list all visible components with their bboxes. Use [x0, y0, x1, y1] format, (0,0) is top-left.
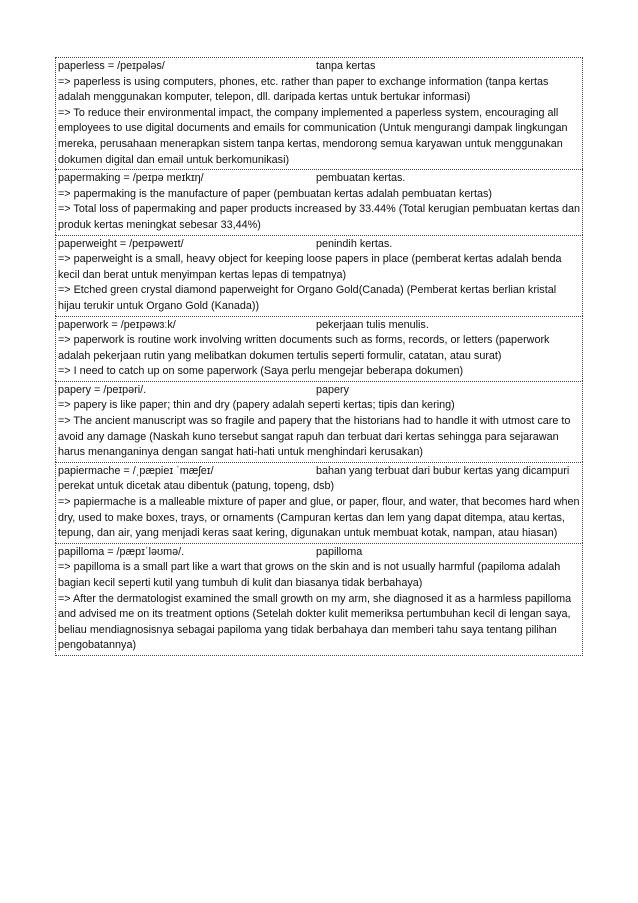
entry-header [58, 171, 581, 187]
entry-papermaking [55, 169, 583, 234]
entry-definition: => paperless is using computers, phones, etc. rather than paper to exchange information (tanpa kertas adalah menggunakan komputer, telepon, dll. daripada kertas untuk bertukar informasi) [58, 75, 549, 104]
entry-meaning: pembuatan kertas. [316, 172, 406, 185]
entry-term: paperless = /peɪpələs/ [58, 60, 165, 72]
entry-header [58, 59, 581, 75]
entry-papiermache [55, 462, 583, 543]
entry-example: => The ancient manuscript was so fragile and papery that the historians had to handle it with utmost care to avoid any damage (Naskah kuno tersebut sangat rapuh dan terbuat dari kertas sehingga para sejarawan harus menanganinya dengan sangat hati-hati untuk menghindari kerusakan) [58, 415, 571, 459]
entry-papilloma [55, 543, 583, 656]
entry-definition: => papermaking is the manufacture of paper (pembuatan kertas adalah pembuatan kertas) [58, 187, 492, 200]
entry-example: => I need to catch up on some paperwork (Saya perlu mengejar beberapa dokumen) [58, 365, 464, 378]
entry-definition: => papiermache is a malleable mixture of paper and glue, or paper, flour, and water, that becomes hard when dry, used to make boxes, trays, or ornaments (Campuran kertas dan lem yang dapat ditempa, atau kertas, tepung, dan air, yang menjadi keras saat kering, digunakan untuk membuat kotak, nampan, atau hiasan) [58, 496, 580, 540]
entry-term: papery = /peɪpəri/. [58, 383, 147, 396]
entry-definition: => paperwork is routine work involving written documents such as forms, records, or letters (paperwork adalah pekerjaan rutin yang melibatkan dokumen tertulis seperti formulir, catatan, atau surat) [58, 334, 550, 362]
entry-header [58, 464, 581, 495]
entry-term: paperwork = /peɪpəwɜːk/ [58, 318, 176, 331]
entry-meaning: pekerjaan tulis menulis. [316, 318, 429, 331]
entry-term: papermaking = /peɪpə meɪkɪŋ/ [58, 172, 204, 185]
entry-example: => To reduce their environmental impact, the company implemented a paperless system, encouraging all employees to use digital documents and emails for communication (Untuk mengurangi dampak lingkungan mereka, perusahaan menerapkan sistem tanpa kertas, mendorong semua karyawan untuk menggunakan dokumen digital dan email untuk berkomunikasi) [58, 106, 568, 166]
entry-meaning: papilloma [316, 545, 363, 558]
entry-header [58, 237, 581, 253]
entry-definition: => papery is like paper; thin and dry (papery adalah seperti kertas; tipis dan kering) [58, 399, 455, 412]
entry-paperweight [55, 235, 583, 316]
entry-example: => Total loss of papermaking and paper products increased by 33.44% (Total kerugian pembuatan kertas dan produk kertas meningkat sebesar 33,44%) [58, 203, 580, 231]
entry-definition: => paperweight is a small, heavy object for keeping loose papers in place (pemberat kertas adalah benda kecil dan berat untuk menyimpan kertas lepas di tempatnya) [58, 253, 562, 281]
entry-term: papilloma = /pæpɪˈləʊmə/. [58, 545, 185, 558]
entry-meaning: penindih kertas. [316, 237, 393, 250]
entry-papery [55, 381, 583, 462]
entry-term: papiermache = /ˌpæpieɪ ˈmæʃeɪ/ [58, 464, 214, 477]
entry-example: => After the dermatologist examined the small growth on my arm, she diagnosed it as a harmless papilloma and advised me on its treatment options (Setelah dokter kulit memeriksa pertumbuhan kecil di lengan saya, beliau mendiagnosisnya sebagai papiloma yang tidak berbahaya dan memberi tahu saya tentang pilihan pengobatannya) [58, 592, 572, 652]
entry-example: => Etched green crystal diamond paperweight for Organo Gold(Canada) (Pemberat kertas berlian kristal hijau terukir untuk Organo Gold (Kanada)) [58, 284, 557, 312]
vocabulary-table [55, 57, 583, 656]
entry-paperless [55, 57, 583, 169]
entry-meaning: tanpa kertas [316, 60, 376, 72]
entry-meaning: bahan yang terbuat dari bubur kertas yang dicampuri perekat untuk dicetak atau dibentuk (patung, topeng, dsb) [58, 464, 570, 493]
entry-paperwork [55, 316, 583, 381]
entry-header [58, 383, 581, 399]
entry-header [58, 318, 581, 334]
entry-meaning: papery [316, 383, 350, 396]
entry-term: paperweight = /peɪpəweɪt/ [58, 237, 184, 250]
entry-definition: => papilloma is a small part like a wart that grows on the skin and is not usually harmful (papiloma adalah bagian kecil seperti kutil yang tumbuh di kulit dan biasanya tidak berbahaya) [58, 561, 561, 589]
entry-header [58, 545, 581, 561]
